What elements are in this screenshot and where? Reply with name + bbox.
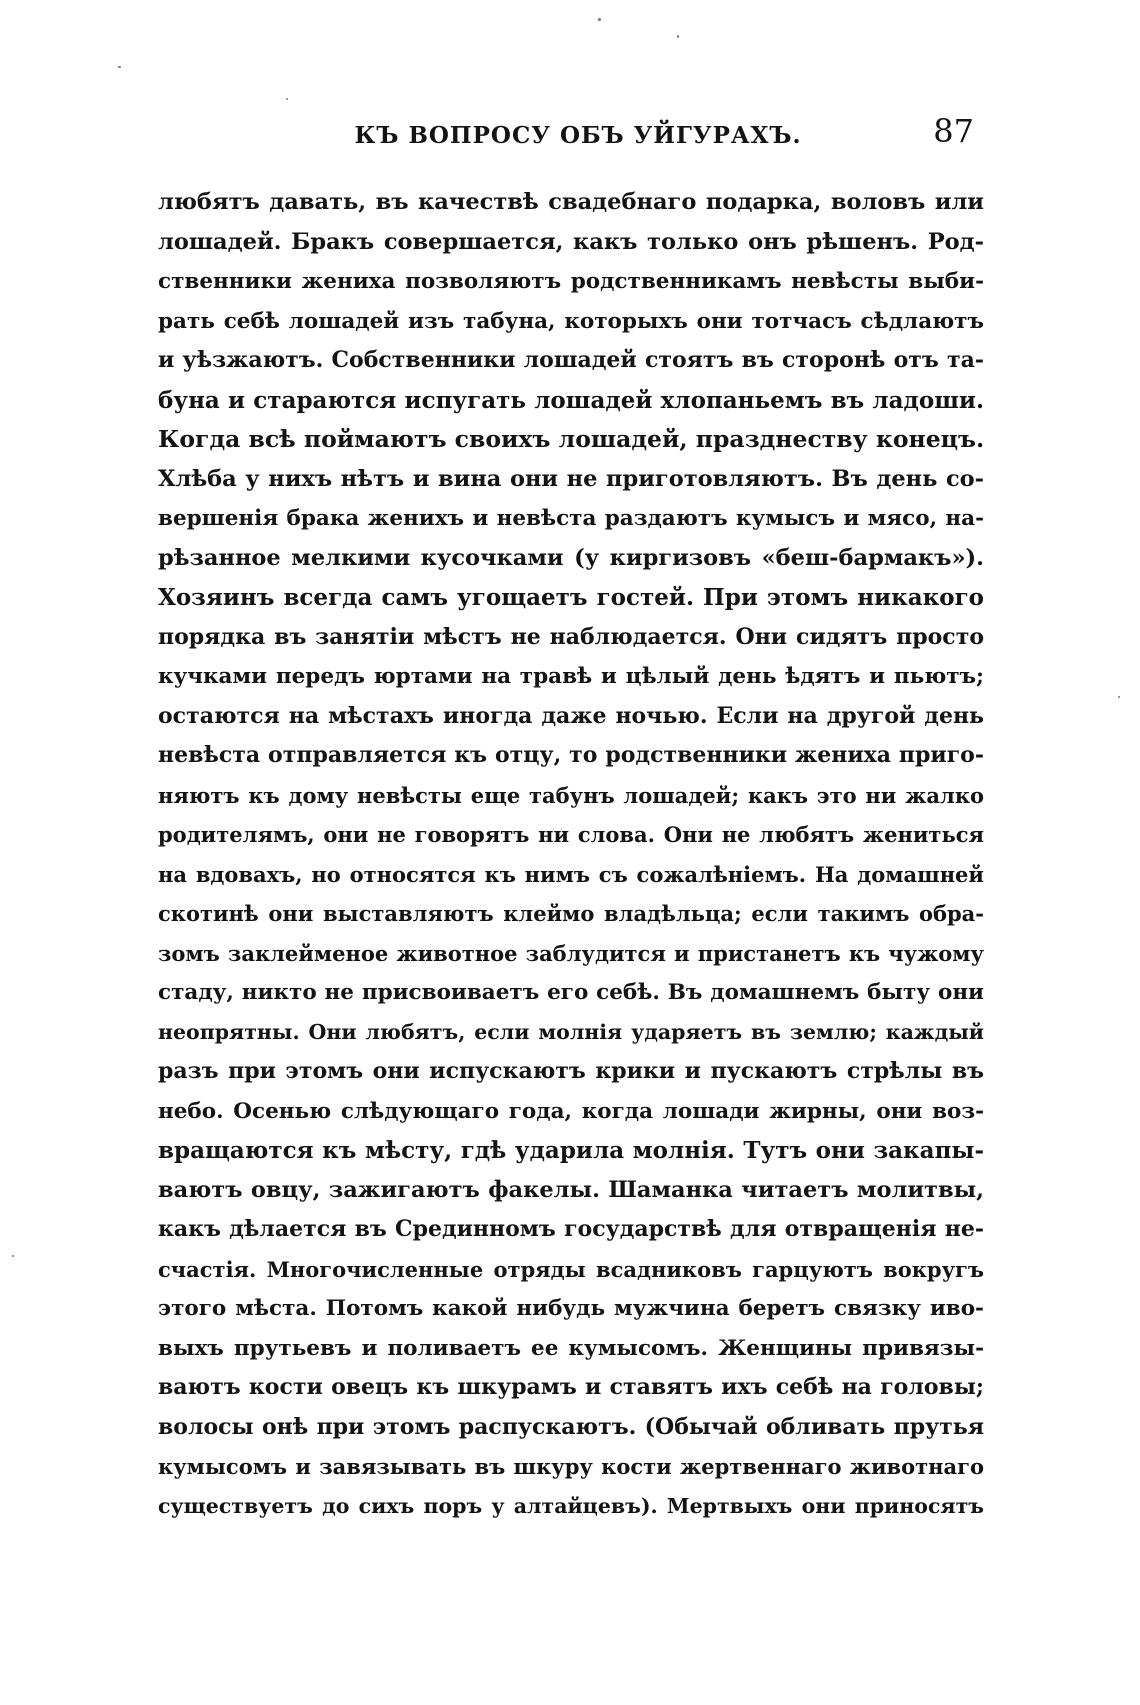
body-text [158, 183, 984, 1526]
text-line: Хозяинъ всегда самъ угощаетъ гостей. При этомъ никакого [158, 584, 984, 611]
text-line: выхъ прутьевъ и поливаетъ ее кумысомъ. Женщины привязы- [158, 1335, 984, 1361]
text-line: лошадей. Бракъ совершается, какъ только онъ рѣшенъ. Род- [158, 228, 984, 255]
text-line: кучками передъ юртами на травѣ и цѣлый день ѣдятъ и пьютъ; [158, 664, 984, 689]
text-line: вращаются къ мѣсту, гдѣ ударила молнія. Тутъ они закапы- [158, 1137, 984, 1164]
text-line: ственники жениха позволяютъ родственникамъ невѣсты выби- [158, 269, 984, 294]
text-line: этого мѣста. Потомъ какой нибудь мужчина беретъ связку иво- [158, 1296, 984, 1321]
text-line: буна и стараются испугать лошадей хлопаньемъ въ ладоши. [158, 386, 984, 414]
text-line: любятъ давать, въ качествѣ свадебнаго подарка, воловъ или [158, 189, 984, 215]
text-line: счастія. Многочисленные отряды всадниковъ гарцуютъ вокругъ [158, 1256, 984, 1282]
scan-speck [598, 18, 601, 21]
scan-speck [12, 1255, 14, 1257]
text-line: ваютъ кости овецъ къ шкурамъ и ставятъ ихъ себѣ на головы; [158, 1374, 984, 1400]
text-line: зомъ заклейменое животное заблудится и пристанетъ къ чужому [158, 940, 984, 966]
text-line: кумысомъ и завязывать въ шкуру кости жертвеннаго животнаго [158, 1454, 984, 1479]
text-line: ваютъ овцу, зажигаютъ факелы. Шаманка читаетъ молитвы, [158, 1176, 984, 1203]
scan-speck [286, 98, 288, 100]
scan-speck [118, 66, 121, 68]
text-line: на вдовахъ, но относятся къ нимъ съ сожалѣніемъ. На домашней [158, 861, 984, 887]
text-line: рать себѣ лошадей изъ табуна, которыхъ они тотчасъ сѣдлаютъ [158, 308, 984, 334]
text-line: вершенія брака женихъ и невѣста раздаютъ кумысъ и мясо, на- [158, 506, 984, 531]
text-line: небо. Осенью слѣдующаго года, когда лошади жирны, они воз- [158, 1098, 984, 1124]
text-line: родителямъ, они не говорятъ ни слова. Они не любятъ жениться [158, 822, 984, 847]
scan-speck [1118, 696, 1120, 698]
text-line: невѣста отправляется къ отцу, то родственники жениха приго- [158, 742, 984, 768]
text-line: и уѣзжаютъ. Собственники лошадей стоятъ въ сторонѣ отъ та- [158, 347, 984, 373]
text-line: порядка въ занятіи мѣстъ не наблюдается. Они сидятъ просто [158, 623, 984, 650]
text-line: неопрятны. Они любятъ, если молнія ударяетъ въ землю; каждый [158, 1019, 984, 1044]
running-title: КЪ ВОПРОСУ ОБЪ УЙГУРАХЪ. [354, 122, 802, 149]
text-line: рѣзанное мелкими кусочками (у киргизовъ «беш-бармакъ»). [158, 544, 984, 571]
page-header [172, 112, 984, 162]
text-line: какъ дѣлается въ Срединномъ государствѣ для отвращенія не- [158, 1216, 984, 1242]
text-line: волосы онѣ при этомъ распускаютъ. (Обычай обливать прутья [158, 1413, 984, 1440]
scan-speck [677, 35, 679, 38]
text-line: остаются на мѣстахъ иногда даже ночью. Если на другой день [158, 702, 984, 729]
text-line: няютъ къ дому невѣсты еще табунъ лошадей; какъ это ни жалко [158, 782, 984, 808]
text-line: скотинѣ они выставляютъ клеймо владѣльца; если такимъ обра- [158, 901, 984, 926]
text-line: Хлѣба у нихъ нѣтъ и вина они не приготовляютъ. Въ день со- [158, 465, 984, 492]
text-line: существуетъ до сихъ поръ у алтайцевъ). Мертвыхъ они приносятъ [158, 1493, 984, 1518]
text-line: стаду, никто не присвоиваетъ его себѣ. Въ домашнемъ быту они [158, 980, 984, 1005]
page-number: 87 [933, 112, 974, 150]
text-line: Когда всѣ поймаютъ своихъ лошадей, празднеству конецъ. [158, 425, 984, 453]
text-line: разъ при этомъ они испускаютъ крики и пускаютъ стрѣлы въ [158, 1058, 984, 1084]
